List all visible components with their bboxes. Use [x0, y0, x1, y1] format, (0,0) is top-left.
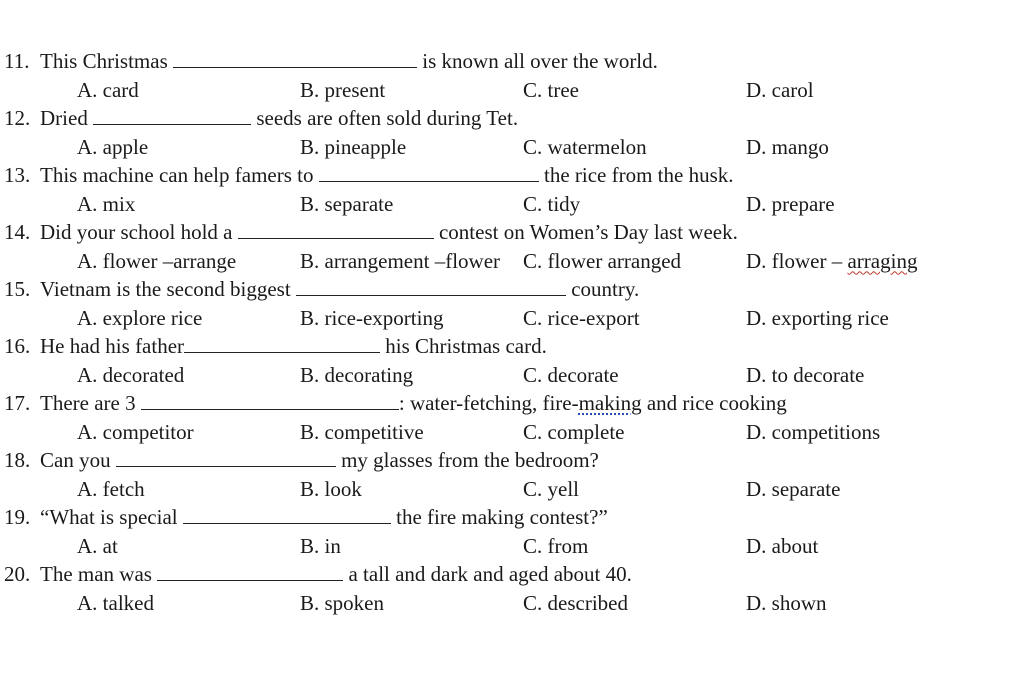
option-c[interactable]: C. rice-export: [523, 305, 640, 330]
exercise-page: [0, 47, 1024, 617]
grammar-check-word: making: [578, 391, 642, 415]
option-a[interactable]: A. decorated: [77, 362, 185, 387]
option-c[interactable]: C. tree: [523, 77, 579, 102]
options-13: [0, 190, 1024, 219]
question-17: [0, 389, 1024, 418]
option-d[interactable]: D. to decorate: [746, 362, 865, 387]
option-b[interactable]: B. present: [300, 77, 386, 102]
question-16: [0, 332, 1024, 361]
options-16: [0, 361, 1024, 390]
option-c[interactable]: C. flower arranged: [523, 248, 682, 273]
option-c[interactable]: C. from: [523, 533, 589, 558]
option-a[interactable]: A. fetch: [77, 476, 145, 501]
option-d[interactable]: D. carol: [746, 77, 814, 102]
question-text: The man was a tall and dark and aged about 40.: [40, 562, 632, 586]
question-text: Can you my glasses from the bedroom?: [40, 448, 599, 472]
option-d[interactable]: D. flower – arraging: [746, 248, 918, 273]
option-b[interactable]: B. pineapple: [300, 134, 407, 159]
option-c[interactable]: C. tidy: [523, 191, 581, 216]
options-15: [0, 304, 1024, 333]
question-number: 19.: [4, 505, 31, 529]
question-number: 17.: [4, 391, 31, 415]
option-d[interactable]: D. about: [746, 533, 819, 558]
question-text: Dried seeds are often sold during Tet.: [40, 106, 519, 130]
answer-blank: [296, 277, 566, 296]
options-18: [0, 475, 1024, 504]
option-d[interactable]: D. shown: [746, 590, 827, 615]
option-a[interactable]: A. flower –arrange: [77, 248, 237, 273]
option-b[interactable]: B. competitive: [300, 419, 424, 444]
answer-blank: [141, 391, 399, 410]
answer-blank: [93, 106, 251, 125]
question-text: “What is special the fire making contest?”: [40, 505, 608, 529]
question-18: [0, 446, 1024, 475]
option-b[interactable]: B. in: [300, 533, 341, 558]
answer-blank: [238, 220, 434, 239]
options-14: [0, 247, 1024, 276]
spellcheck-word: arraging: [847, 248, 918, 273]
option-b[interactable]: B. rice-exporting: [300, 305, 444, 330]
option-c[interactable]: C. yell: [523, 476, 579, 501]
answer-blank: [116, 448, 336, 467]
question-13: [0, 161, 1024, 190]
option-a[interactable]: A. competitor: [77, 419, 194, 444]
option-a[interactable]: A. talked: [77, 590, 154, 615]
question-text: Did your school hold a contest on Women’s Day last week.: [40, 220, 738, 244]
question-text: He had his father his Christmas card.: [40, 334, 547, 358]
option-b[interactable]: B. decorating: [300, 362, 414, 387]
option-b[interactable]: B. spoken: [300, 590, 384, 615]
question-text: This Christmas is known all over the world.: [40, 49, 658, 73]
option-b[interactable]: B. separate: [300, 191, 394, 216]
option-a[interactable]: A. at: [77, 533, 118, 558]
option-d[interactable]: D. prepare: [746, 191, 835, 216]
options-20: [0, 589, 1024, 618]
option-b[interactable]: B. arrangement –flower: [300, 248, 501, 273]
option-c[interactable]: C. complete: [523, 419, 625, 444]
option-d[interactable]: D. competitions: [746, 419, 881, 444]
option-d[interactable]: D. exporting rice: [746, 305, 889, 330]
question-19: [0, 503, 1024, 532]
answer-blank: [184, 334, 380, 353]
question-number: 11.: [4, 49, 30, 73]
question-15: [0, 275, 1024, 304]
option-d[interactable]: D. mango: [746, 134, 829, 159]
option-a[interactable]: A. apple: [77, 134, 149, 159]
options-12: [0, 133, 1024, 162]
option-c[interactable]: C. watermelon: [523, 134, 647, 159]
option-c[interactable]: C. described: [523, 590, 628, 615]
question-20: [0, 560, 1024, 589]
option-c[interactable]: C. decorate: [523, 362, 619, 387]
options-19: [0, 532, 1024, 561]
question-text: Vietnam is the second biggest country.: [40, 277, 640, 301]
option-b[interactable]: B. look: [300, 476, 362, 501]
option-a[interactable]: A. card: [77, 77, 139, 102]
question-number: 15.: [4, 277, 31, 301]
question-12: [0, 104, 1024, 133]
question-number: 13.: [4, 163, 31, 187]
answer-blank: [319, 163, 539, 182]
answer-blank: [173, 49, 417, 68]
question-number: 14.: [4, 220, 31, 244]
answer-blank: [157, 562, 343, 581]
question-text: This machine can help famers to the rice from the husk.: [40, 163, 734, 187]
question-number: 12.: [4, 106, 31, 130]
option-d[interactable]: D. separate: [746, 476, 841, 501]
option-a[interactable]: A. mix: [77, 191, 136, 216]
question-11: [0, 47, 1024, 76]
options-17: [0, 418, 1024, 447]
question-number: 16.: [4, 334, 31, 358]
question-text: There are 3 : water-fetching, fire-making and rice cooking: [40, 391, 787, 415]
option-a[interactable]: A. explore rice: [77, 305, 203, 330]
question-number: 20.: [4, 562, 31, 586]
answer-blank: [183, 505, 391, 524]
question-14: [0, 218, 1024, 247]
options-11: [0, 76, 1024, 105]
question-number: 18.: [4, 448, 31, 472]
